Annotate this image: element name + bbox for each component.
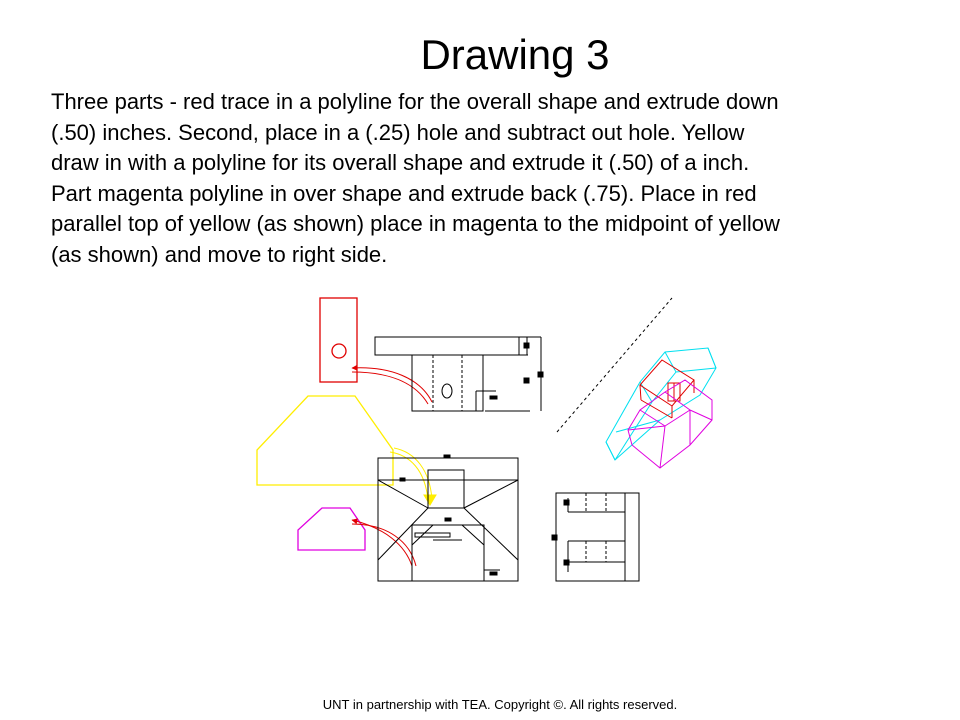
bottom-orthographic-view — [378, 455, 518, 581]
right-orthographic-view — [552, 493, 639, 581]
isometric-assembly — [606, 348, 716, 468]
magenta-part-profile — [298, 508, 365, 550]
copyright-footer: UNT in partnership with TEA. Copyright ©. All rights reserved. — [322, 697, 678, 712]
instruction-line: draw in with a polyline for its overall shape and extrude it (.50) of a inch. — [51, 150, 750, 175]
instruction-line: Part magenta polyline in over shape and extrude back (.75). Place in red — [51, 180, 757, 206]
instruction-line: Three parts - red trace in a polyline for the overall shape and extrude down — [51, 89, 779, 114]
magenta-arrow — [352, 520, 416, 566]
instruction-line: (.50) inches. Second, place in a (.25) hole and subtract out hole. Yellow — [51, 119, 745, 145]
red-part-profile — [320, 298, 357, 382]
red-arrow — [352, 368, 432, 404]
instruction-line: parallel top of yellow (as shown) place in magenta to the midpoint of yellow — [51, 211, 780, 236]
top-orthographic-view — [375, 337, 543, 411]
yellow-part-profile — [257, 396, 393, 485]
red-isometric-part — [640, 360, 694, 418]
yellow-arrow — [390, 448, 436, 505]
cyan-isometric-part — [606, 348, 716, 460]
slide-title: Drawing 3 — [420, 31, 610, 78]
instruction-line: (as shown) and move to right side. — [51, 241, 388, 267]
